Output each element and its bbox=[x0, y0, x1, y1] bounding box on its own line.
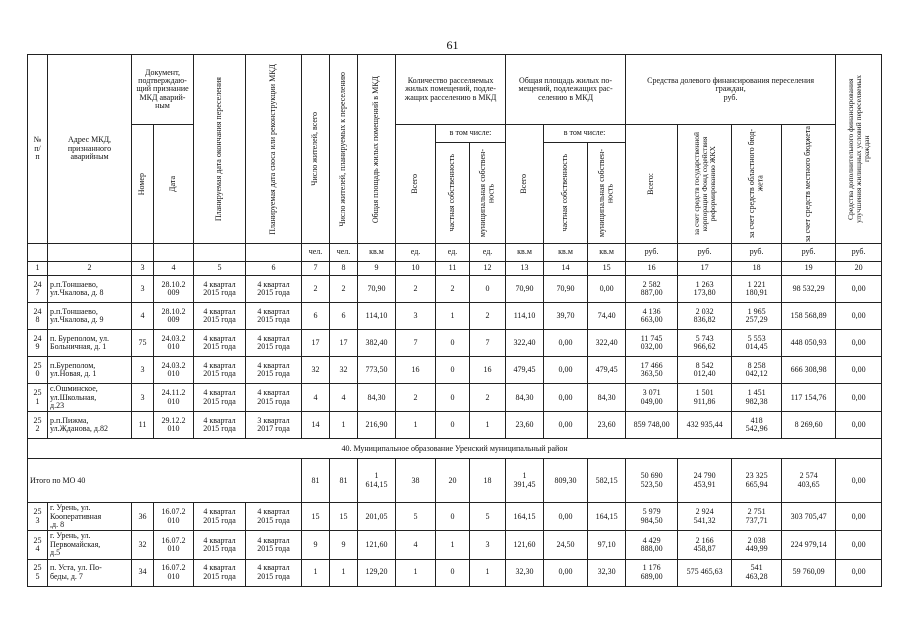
unit-cell: руб. bbox=[732, 244, 782, 262]
table-cell: 4 bbox=[330, 384, 358, 412]
table-cell: 3 bbox=[132, 384, 154, 412]
table-cell: 75 bbox=[132, 330, 154, 357]
unit-cell: кв.м bbox=[544, 244, 588, 262]
table-cell: 0,00 bbox=[836, 330, 882, 357]
table-cell: 418 542,96 bbox=[732, 412, 782, 439]
column-number-cell: 6 bbox=[246, 262, 302, 276]
table-cell: 0,00 bbox=[836, 503, 882, 531]
table-cell: 0,00 bbox=[836, 531, 882, 559]
table-cell: 24.03.2 010 bbox=[154, 330, 194, 357]
units-empty-cell bbox=[48, 244, 132, 262]
table-cell: 448 050,93 bbox=[782, 330, 836, 357]
table-cell: 84,30 bbox=[588, 384, 626, 412]
table-cell: 74,40 bbox=[588, 303, 626, 330]
table-row bbox=[28, 330, 882, 357]
table-cell: 3 bbox=[132, 357, 154, 384]
table-cell: 25 1 bbox=[28, 384, 48, 412]
total-cell: 18 bbox=[470, 459, 506, 503]
units-empty-cell bbox=[28, 244, 48, 262]
table-cell: 32 bbox=[132, 531, 154, 559]
table-cell: 0 bbox=[470, 276, 506, 303]
table-cell: 4 квартал 2015 года bbox=[246, 276, 302, 303]
table-cell: 84,30 bbox=[506, 384, 544, 412]
column-number-cell: 5 bbox=[194, 262, 246, 276]
unit-cell: кв.м bbox=[358, 244, 396, 262]
table-cell: 224 979,14 bbox=[782, 531, 836, 559]
table-cell: 23,60 bbox=[506, 412, 544, 439]
column-number-cell: 1 bbox=[28, 262, 48, 276]
column-number-cell: 17 bbox=[678, 262, 732, 276]
unit-cell: руб. bbox=[678, 244, 732, 262]
table-cell: 32,30 bbox=[506, 559, 544, 586]
table-cell: 5 979 984,50 bbox=[626, 503, 678, 531]
total-cell: 0,00 bbox=[836, 459, 882, 503]
units-empty-cell bbox=[194, 244, 246, 262]
header-area-municipal: муниципальная собствен- ность bbox=[588, 142, 626, 243]
table-cell: 4 квартал 2015 года bbox=[194, 276, 246, 303]
table-cell: 0 bbox=[436, 503, 470, 531]
column-number-cell: 8 bbox=[330, 262, 358, 276]
table-cell: 2 038 449,99 bbox=[732, 531, 782, 559]
table-body-a bbox=[28, 276, 882, 439]
units-empty-cell bbox=[246, 244, 302, 262]
table-cell: 4 квартал 2015 года bbox=[194, 412, 246, 439]
table-cell: 0,00 bbox=[836, 357, 882, 384]
table-cell: 0,00 bbox=[544, 330, 588, 357]
units-empty-cell bbox=[154, 244, 194, 262]
table-cell: 6 bbox=[302, 303, 330, 330]
table-cell: 28.10.2 009 bbox=[154, 276, 194, 303]
table-cell: 114,10 bbox=[358, 303, 396, 330]
resettlement-table bbox=[27, 54, 882, 587]
table-cell: 164,15 bbox=[588, 503, 626, 531]
table-cell: 4 квартал 2015 года bbox=[246, 357, 302, 384]
table-cell: 24 7 bbox=[28, 276, 48, 303]
table-cell: 7 bbox=[470, 330, 506, 357]
table-cell: 4 квартал 2015 года bbox=[246, 384, 302, 412]
header-area-group: Общая площадь жилых по- мещений, подлежащих рас- селению в МКД bbox=[506, 55, 626, 125]
total-cell: 50 690 523,50 bbox=[626, 459, 678, 503]
table-row bbox=[28, 276, 882, 303]
table-cell: 4 квартал 2015 года bbox=[194, 384, 246, 412]
table-cell: 70,90 bbox=[358, 276, 396, 303]
total-cell: 2 574 403,65 bbox=[782, 459, 836, 503]
table-cell: г. Урень, ул. Кооперативная ,д. 8 bbox=[48, 503, 132, 531]
table-cell: 25 2 bbox=[28, 412, 48, 439]
table-cell: 479,45 bbox=[506, 357, 544, 384]
table-cell: 2 582 887,00 bbox=[626, 276, 678, 303]
table-cell: 2 bbox=[470, 384, 506, 412]
table-cell: 3 bbox=[470, 531, 506, 559]
total-cell: 23 325 665,94 bbox=[732, 459, 782, 503]
table-cell: 32 bbox=[330, 357, 358, 384]
total-cell: 582,15 bbox=[588, 459, 626, 503]
header-residents: Число жителей, всего bbox=[302, 55, 330, 244]
table-cell: 16 bbox=[470, 357, 506, 384]
table-cell: 0,00 bbox=[588, 276, 626, 303]
table-cell: 15 bbox=[302, 503, 330, 531]
header-document: Документ, подтверждаю- щий признание МКД аварий- ным bbox=[132, 55, 194, 125]
unit-cell: ед. bbox=[470, 244, 506, 262]
column-number-cell: 7 bbox=[302, 262, 330, 276]
header-doc-date: Дата bbox=[154, 125, 194, 244]
table-cell: 28.10.2 009 bbox=[154, 303, 194, 330]
header-rooms-incl: в том числе: bbox=[436, 125, 506, 143]
table-row bbox=[28, 303, 882, 330]
table-cell: 117 154,76 bbox=[782, 384, 836, 412]
table-cell: 2 bbox=[330, 276, 358, 303]
column-number-cell: 19 bbox=[782, 262, 836, 276]
table-cell: 4 bbox=[302, 384, 330, 412]
table-cell: 0 bbox=[436, 384, 470, 412]
table-cell: 2 751 737,71 bbox=[732, 503, 782, 531]
table-cell: 575 465,63 bbox=[678, 559, 732, 586]
table-cell: 1 451 982,38 bbox=[732, 384, 782, 412]
table-cell: п. Буреполом, ул. Больничная, д. 1 bbox=[48, 330, 132, 357]
table-cell: р.п.Тоншаево, ул.Чкалова, д. 8 bbox=[48, 276, 132, 303]
table-row bbox=[28, 412, 882, 439]
table-cell: 1 bbox=[470, 412, 506, 439]
table-cell: 70,90 bbox=[544, 276, 588, 303]
column-number-cell: 13 bbox=[506, 262, 544, 276]
table-cell: 322,40 bbox=[506, 330, 544, 357]
table-cell: 1 bbox=[470, 559, 506, 586]
total-cell: 24 790 453,91 bbox=[678, 459, 732, 503]
table-cell: 16.07.2 010 bbox=[154, 559, 194, 586]
table-cell: 666 308,98 bbox=[782, 357, 836, 384]
table-cell: с.Ошминское, ул.Школьная, д.23 bbox=[48, 384, 132, 412]
column-number-cell: 16 bbox=[626, 262, 678, 276]
table-cell: 1 bbox=[436, 303, 470, 330]
header-area-total: Общая площадь жилых помещений в МКД bbox=[358, 55, 396, 244]
table-cell: г. Урень, ул. Первомайская, д.5 bbox=[48, 531, 132, 559]
column-number-cell: 2 bbox=[48, 262, 132, 276]
header-area-sub-total: Всего bbox=[506, 125, 544, 244]
unit-cell: руб. bbox=[782, 244, 836, 262]
table-cell: 32 bbox=[302, 357, 330, 384]
table-cell: 98 532,29 bbox=[782, 276, 836, 303]
table-cell: 17 bbox=[330, 330, 358, 357]
column-number-cell: 3 bbox=[132, 262, 154, 276]
table-cell: 1 bbox=[302, 559, 330, 586]
header-funds-group: Средства долевого финансирования переселения граждан, руб. bbox=[626, 55, 836, 125]
table-cell: 322,40 bbox=[588, 330, 626, 357]
header-rooms-municipal: муниципальная собствен- ность bbox=[470, 142, 506, 243]
table-cell: 3 bbox=[132, 276, 154, 303]
header-funds-local: за счет средств местного бюджета bbox=[782, 125, 836, 244]
municipality-section bbox=[28, 439, 882, 503]
table-cell: 4 bbox=[132, 303, 154, 330]
table-cell: 164,15 bbox=[506, 503, 544, 531]
header-funds-total: Всего: bbox=[626, 125, 678, 244]
total-label: Итого по МО 40 bbox=[28, 459, 302, 503]
table-cell: 4 квартал 2015 года bbox=[194, 531, 246, 559]
table-cell: 0 bbox=[436, 412, 470, 439]
table-cell: 4 квартал 2015 года bbox=[246, 303, 302, 330]
table-cell: 2 bbox=[302, 276, 330, 303]
table-cell: 16.07.2 010 bbox=[154, 503, 194, 531]
table-cell: 14 bbox=[302, 412, 330, 439]
table-cell: 16.07.2 010 bbox=[154, 531, 194, 559]
table-cell: 4 квартал 2015 года bbox=[194, 330, 246, 357]
table-row bbox=[28, 503, 882, 531]
table-cell: 23,60 bbox=[588, 412, 626, 439]
table-cell: 4 квартал 2015 года bbox=[194, 559, 246, 586]
table-cell: 129,20 bbox=[358, 559, 396, 586]
header-funds-fund: за счет средств государственной корпорации Фонд содействия реформированию ЖКХ bbox=[678, 125, 732, 244]
column-number-cell: 14 bbox=[544, 262, 588, 276]
table-cell: 382,40 bbox=[358, 330, 396, 357]
header-area-private: частная собственность bbox=[544, 142, 588, 243]
total-cell: 81 bbox=[302, 459, 330, 503]
table-cell: 1 965 257,29 bbox=[732, 303, 782, 330]
table-cell: 432 935,44 bbox=[678, 412, 732, 439]
table-cell: 3 квартал 2017 года bbox=[246, 412, 302, 439]
table-cell: 70,90 bbox=[506, 276, 544, 303]
table-cell: 4 квартал 2015 года bbox=[194, 357, 246, 384]
table-cell: 0,00 bbox=[544, 384, 588, 412]
header-plan-end: Планируемая дата окончания переселения bbox=[194, 55, 246, 244]
total-cell: 809,30 bbox=[544, 459, 588, 503]
municipality-title: 40. Муниципальное образование Уренский муниципальный район bbox=[28, 439, 882, 459]
table-cell: 0,00 bbox=[836, 412, 882, 439]
units-empty-cell bbox=[132, 244, 154, 262]
table-cell: 0,00 bbox=[544, 503, 588, 531]
table-cell: 34 bbox=[132, 559, 154, 586]
table-cell: 5 bbox=[396, 503, 436, 531]
column-number-cell: 4 bbox=[154, 262, 194, 276]
table-cell: 4 квартал 2015 года bbox=[194, 503, 246, 531]
table-cell: 25 0 bbox=[28, 357, 48, 384]
table-cell: 2 bbox=[470, 303, 506, 330]
header-num: № п/ п bbox=[28, 55, 48, 244]
table-cell: 2 166 458,87 bbox=[678, 531, 732, 559]
table-cell: 0,00 bbox=[836, 384, 882, 412]
table-row bbox=[28, 531, 882, 559]
table-head bbox=[28, 55, 882, 276]
unit-cell: руб. bbox=[626, 244, 678, 262]
table-cell: 6 bbox=[330, 303, 358, 330]
column-number-cell: 20 bbox=[836, 262, 882, 276]
table-cell: 39,70 bbox=[544, 303, 588, 330]
header-plan-demolition: Планируемая дата сноса или реконструкции МКД bbox=[246, 55, 302, 244]
header-rooms-private: частная собственность bbox=[436, 142, 470, 243]
table-cell: 859 748,00 bbox=[626, 412, 678, 439]
unit-cell: ед. bbox=[396, 244, 436, 262]
table-cell: 8 542 012,40 bbox=[678, 357, 732, 384]
table-cell: 4 квартал 2015 года bbox=[246, 503, 302, 531]
unit-cell: кв.м bbox=[506, 244, 544, 262]
table-cell: 0 bbox=[436, 330, 470, 357]
table-cell: 24.11.2 010 bbox=[154, 384, 194, 412]
table-cell: 9 bbox=[330, 531, 358, 559]
header-rooms-group: Количество расселяемых жилых помещений, подле- жащих расселению в МКД bbox=[396, 55, 506, 125]
table-cell: 1 bbox=[396, 559, 436, 586]
table-cell: 0 bbox=[436, 559, 470, 586]
table-cell: 11 bbox=[132, 412, 154, 439]
table-cell: 4 bbox=[396, 531, 436, 559]
column-numbers-row bbox=[28, 262, 882, 276]
table-cell: 303 705,47 bbox=[782, 503, 836, 531]
table-cell: 2 bbox=[396, 276, 436, 303]
table-cell: 8 258 042,12 bbox=[732, 357, 782, 384]
table-cell: 32,30 bbox=[588, 559, 626, 586]
table-row bbox=[28, 357, 882, 384]
table-cell: 16 bbox=[396, 357, 436, 384]
table-cell: 773,50 bbox=[358, 357, 396, 384]
table-cell: 4 квартал 2015 года bbox=[246, 330, 302, 357]
table-cell: 201,05 bbox=[358, 503, 396, 531]
table-cell: 4 квартал 2015 года bbox=[246, 531, 302, 559]
table-cell: п. Уста, ул. По- беды, д. 7 bbox=[48, 559, 132, 586]
table-cell: 25 5 bbox=[28, 559, 48, 586]
table-cell: 1 bbox=[396, 412, 436, 439]
table-cell: 2 924 541,32 bbox=[678, 503, 732, 531]
table-cell: 24,50 bbox=[544, 531, 588, 559]
column-number-cell: 10 bbox=[396, 262, 436, 276]
table-cell: р.п.Тоншаево, ул.Чкалова, д. 9 bbox=[48, 303, 132, 330]
header-address: Адрес МКД, признанного аварийным bbox=[48, 55, 132, 244]
table-cell: 1 bbox=[330, 559, 358, 586]
table-cell: р.п.Пижма, ул.Жданова, д.82 bbox=[48, 412, 132, 439]
column-number-cell: 9 bbox=[358, 262, 396, 276]
header-doc-number: Номер bbox=[132, 125, 154, 244]
table-cell: 5 bbox=[470, 503, 506, 531]
table-cell: 29.12.2 010 bbox=[154, 412, 194, 439]
table-cell: 1 bbox=[330, 412, 358, 439]
table-cell: 121,60 bbox=[506, 531, 544, 559]
table-row bbox=[28, 559, 882, 586]
table-cell: 97,10 bbox=[588, 531, 626, 559]
table-cell: 0,00 bbox=[544, 357, 588, 384]
table-cell: 84,30 bbox=[358, 384, 396, 412]
table-cell: 5 743 966,62 bbox=[678, 330, 732, 357]
unit-cell: руб. bbox=[836, 244, 882, 262]
unit-cell: кв.м bbox=[588, 244, 626, 262]
table-cell: 0,00 bbox=[836, 303, 882, 330]
table-cell: 4 квартал 2015 года bbox=[246, 559, 302, 586]
header-funds-extra: Средства дополнительного финансирования улучшения жилищных условий переселяемых граждан bbox=[836, 55, 882, 244]
table-body-b bbox=[28, 503, 882, 586]
table-cell: 24.03.2 010 bbox=[154, 357, 194, 384]
table-cell: 3 bbox=[396, 303, 436, 330]
table-cell: 0,00 bbox=[836, 276, 882, 303]
table-cell: 59 760,09 bbox=[782, 559, 836, 586]
table-cell: 5 553 014,45 bbox=[732, 330, 782, 357]
table-cell: 7 bbox=[396, 330, 436, 357]
table-row bbox=[28, 384, 882, 412]
total-row bbox=[28, 459, 882, 503]
table-cell: 17 466 363,50 bbox=[626, 357, 678, 384]
table-cell: 36 bbox=[132, 503, 154, 531]
table-cell: 1 176 689,00 bbox=[626, 559, 678, 586]
table-cell: 0 bbox=[436, 357, 470, 384]
table-cell: 0,00 bbox=[836, 559, 882, 586]
column-number-cell: 15 bbox=[588, 262, 626, 276]
page-number: 61 bbox=[446, 38, 459, 52]
header-residents-planned: Число жителей, планируемых к переселению bbox=[330, 55, 358, 244]
table-cell: 15 bbox=[330, 503, 358, 531]
table-cell: 24 9 bbox=[28, 330, 48, 357]
table-cell: 8 269,60 bbox=[782, 412, 836, 439]
table-cell: 1 221 180,91 bbox=[732, 276, 782, 303]
table-cell: п.Буреполом, ул.Новая, д. 1 bbox=[48, 357, 132, 384]
total-cell: 1 614,15 bbox=[358, 459, 396, 503]
header-area-incl: в том числе: bbox=[544, 125, 626, 143]
table-cell: 114,10 bbox=[506, 303, 544, 330]
table-cell: 4 квартал 2015 года bbox=[194, 303, 246, 330]
header-funds-regional: за счет средств областного бюд- жета bbox=[732, 125, 782, 244]
unit-cell: чел. bbox=[330, 244, 358, 262]
table-cell: 1 263 173,80 bbox=[678, 276, 732, 303]
total-cell: 20 bbox=[436, 459, 470, 503]
total-cell: 81 bbox=[330, 459, 358, 503]
table-cell: 1 501 911,86 bbox=[678, 384, 732, 412]
table-cell: 25 3 bbox=[28, 503, 48, 531]
table-cell: 0,00 bbox=[544, 412, 588, 439]
header-rooms-total: Всего bbox=[396, 125, 436, 244]
column-number-cell: 11 bbox=[436, 262, 470, 276]
table-cell: 121,60 bbox=[358, 531, 396, 559]
table-cell: 9 bbox=[302, 531, 330, 559]
table-cell: 3 071 049,00 bbox=[626, 384, 678, 412]
table-cell: 4 136 663,00 bbox=[626, 303, 678, 330]
table-cell: 216,90 bbox=[358, 412, 396, 439]
unit-cell: ед. bbox=[436, 244, 470, 262]
table-cell: 4 429 888,00 bbox=[626, 531, 678, 559]
units-row bbox=[28, 244, 882, 262]
column-number-cell: 18 bbox=[732, 262, 782, 276]
table-cell: 479,45 bbox=[588, 357, 626, 384]
unit-cell: чел. bbox=[302, 244, 330, 262]
table-cell: 11 745 032,00 bbox=[626, 330, 678, 357]
table-cell: 24 8 bbox=[28, 303, 48, 330]
table-cell: 541 463,28 bbox=[732, 559, 782, 586]
table-cell: 2 032 836,82 bbox=[678, 303, 732, 330]
table-cell: 158 568,89 bbox=[782, 303, 836, 330]
table-cell: 1 bbox=[436, 531, 470, 559]
table-cell: 25 4 bbox=[28, 531, 48, 559]
column-number-cell: 12 bbox=[470, 262, 506, 276]
total-cell: 38 bbox=[396, 459, 436, 503]
table-cell: 0,00 bbox=[544, 559, 588, 586]
table-cell: 2 bbox=[396, 384, 436, 412]
table-cell: 2 bbox=[436, 276, 470, 303]
total-cell: 1 391,45 bbox=[506, 459, 544, 503]
table-cell: 17 bbox=[302, 330, 330, 357]
